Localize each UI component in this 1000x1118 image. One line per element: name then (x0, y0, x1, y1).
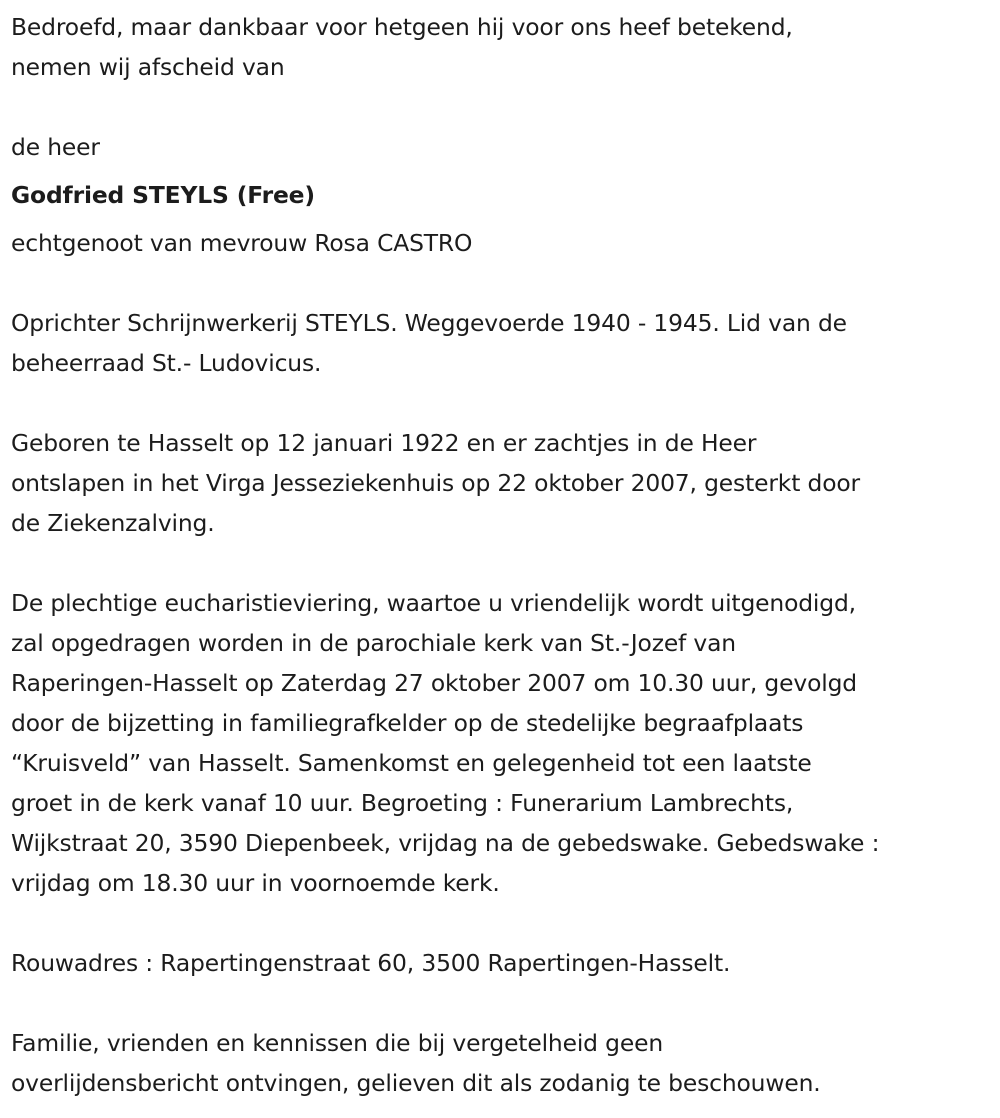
spouse-line: echtgenoot van mevrouw Rosa CASTRO (11, 229, 473, 257)
ceremony-paragraph (11, 583, 990, 903)
ceremony-line: Wijkstraat 20, 3590 Diepenbeek, vrijdag na de gebedswake. Gebedswake : (11, 829, 880, 857)
ceremony-line: Raperingen-Hasselt op Zaterdag 27 oktober 2007 om 10.30 uur, gevolgd (11, 669, 857, 697)
ceremony-line: “Kruisveld” van Hasselt. Samenkomst en gelegenheid tot een laatste (11, 749, 812, 777)
career-line: Oprichter Schrijnwerkerij STEYLS. Weggevoerde 1940 - 1945. Lid van de (11, 309, 847, 337)
birth-death-line: Geboren te Hasselt op 12 januari 1922 en er zachtjes in de Heer (11, 429, 757, 457)
career-paragraph (11, 303, 990, 383)
ceremony-line: groet in de kerk vanaf 10 uur. Begroeting : Funerarium Lambrechts, (11, 789, 794, 817)
birth-death-line: ontslapen in het Virga Jesseziekenhuis op 22 oktober 2007, gesterkt door (11, 469, 860, 497)
closing-line: Familie, vrienden en kennissen die bij vergetelheid geen (11, 1029, 664, 1057)
birth-death-line: de Ziekenzalving. (11, 509, 215, 537)
deceased-name: Godfried STEYLS (Free) (11, 181, 315, 209)
intro-line: nemen wij afscheid van (11, 53, 285, 81)
career-line: beheerraad St.- Ludovicus. (11, 349, 322, 377)
ceremony-line: vrijdag om 18.30 uur in voornoemde kerk. (11, 869, 500, 897)
ceremony-line: door de bijzetting in familiegrafkelder op de stedelijke begraafplaats (11, 709, 804, 737)
closing-line: overlijdensbericht ontvingen, gelieven dit als zodanig te beschouwen. (11, 1069, 821, 1097)
ceremony-line: zal opgedragen worden in de parochiale kerk van St.-Jozef van (11, 629, 736, 657)
intro-line: Bedroefd, maar dankbaar voor hetgeen hij voor ons heef betekend, (11, 13, 793, 41)
salutation: de heer (11, 133, 100, 161)
birth-death-paragraph (11, 423, 990, 543)
ceremony-line: De plechtige eucharistieviering, waartoe u vriendelijk wordt uitgenodigd, (11, 589, 856, 617)
mourning-address: Rouwadres : Rapertingenstraat 60, 3500 Rapertingen-Hasselt. (11, 949, 731, 977)
closing-paragraph (11, 1023, 990, 1103)
intro-paragraph (11, 7, 990, 87)
